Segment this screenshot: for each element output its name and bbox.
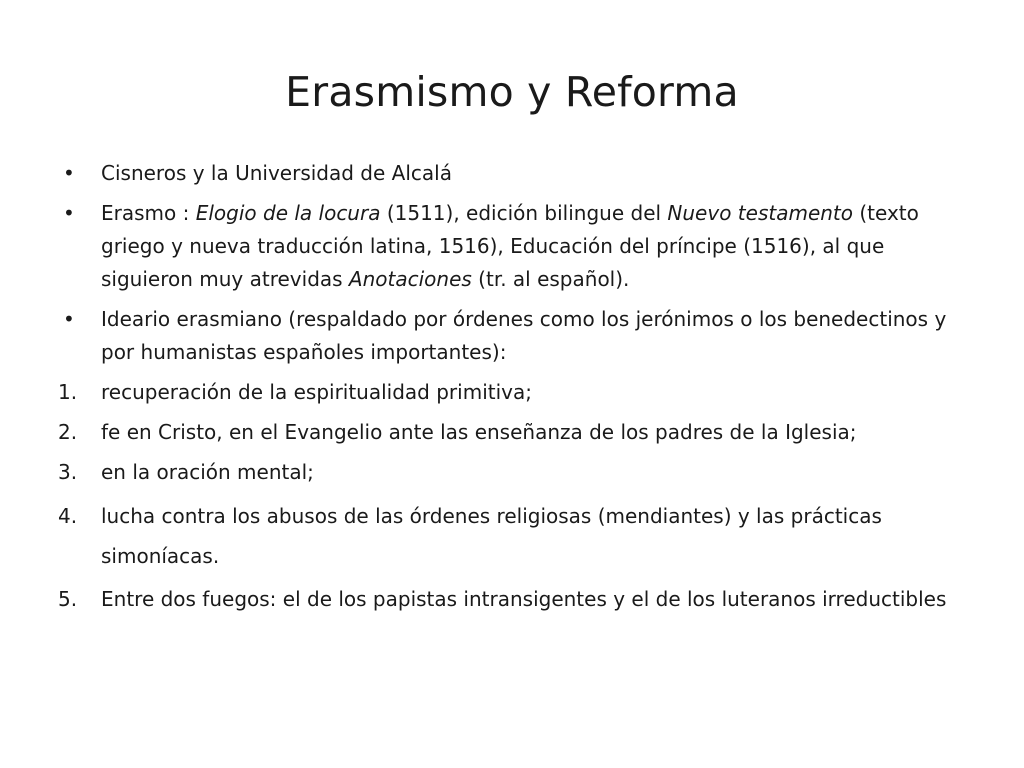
book-title-nuevo-testamento: Nuevo testamento: [667, 201, 853, 225]
book-title-elogio: Elogio de la locura: [195, 201, 381, 225]
item-text-segment: recuperación de la espiritualidad primitiva;: [101, 380, 532, 404]
item-text: [101, 504, 882, 568]
item-text-segment: Ideario erasmiano (respaldado por órdenes como los jerónimos o los benedectinos y por humanistas españoles importantes):: [101, 307, 947, 364]
item-text: [101, 201, 919, 291]
slide-title: Erasmismo y Reforma: [285, 68, 739, 116]
list-item: [56, 303, 976, 369]
item-text: [101, 587, 946, 611]
numbered-item: [56, 376, 976, 409]
numbered-item: [56, 583, 976, 616]
number-marker: 5.: [58, 587, 78, 611]
item-text-segment: lucha contra los abusos de las órdenes religiosas (mendiantes) y las prácticas simoníacas.: [101, 504, 882, 568]
item-text: [101, 307, 946, 364]
number-marker: 4.: [58, 504, 78, 528]
item-text-segment: Erasmo :: [101, 201, 196, 225]
item-text-segment: Cisneros y la Universidad de Alcalá: [101, 161, 452, 185]
item-text-segment: Entre dos fuegos: el de los papistas intransigentes y el de los luteranos irreductibles: [101, 587, 947, 611]
list-item: [56, 157, 976, 190]
number-marker: 2.: [58, 420, 78, 444]
item-text: [101, 420, 857, 444]
bullet-marker: •: [63, 201, 75, 225]
numbered-item: [56, 456, 976, 489]
list-item: [56, 197, 976, 296]
item-text-segment: en la oración mental;: [101, 460, 314, 484]
bullet-marker: •: [63, 161, 75, 185]
item-text-segment: (tr. al español).: [471, 267, 630, 291]
item-text-segment: fe en Cristo, en el Evangelio ante las enseñanza de los padres de la Iglesia;: [101, 420, 857, 444]
item-text: [101, 380, 532, 404]
number-marker: 1.: [58, 380, 78, 404]
book-title-anotaciones: Anotaciones: [348, 267, 472, 291]
number-marker: 3.: [58, 460, 78, 484]
item-text-segment: (texto griego y nueva traducción latina, 1516), Educación del príncipe (1516), al que siguieron muy atrevidas: [101, 201, 919, 291]
item-text: [101, 460, 314, 484]
numbered-item: [56, 416, 976, 449]
bullet-marker: •: [63, 307, 75, 331]
item-text-segment: (1511), edición bilingue del: [380, 201, 668, 225]
numbered-item: [56, 496, 976, 576]
item-text: [101, 161, 452, 185]
slide-content-list: [56, 157, 976, 623]
